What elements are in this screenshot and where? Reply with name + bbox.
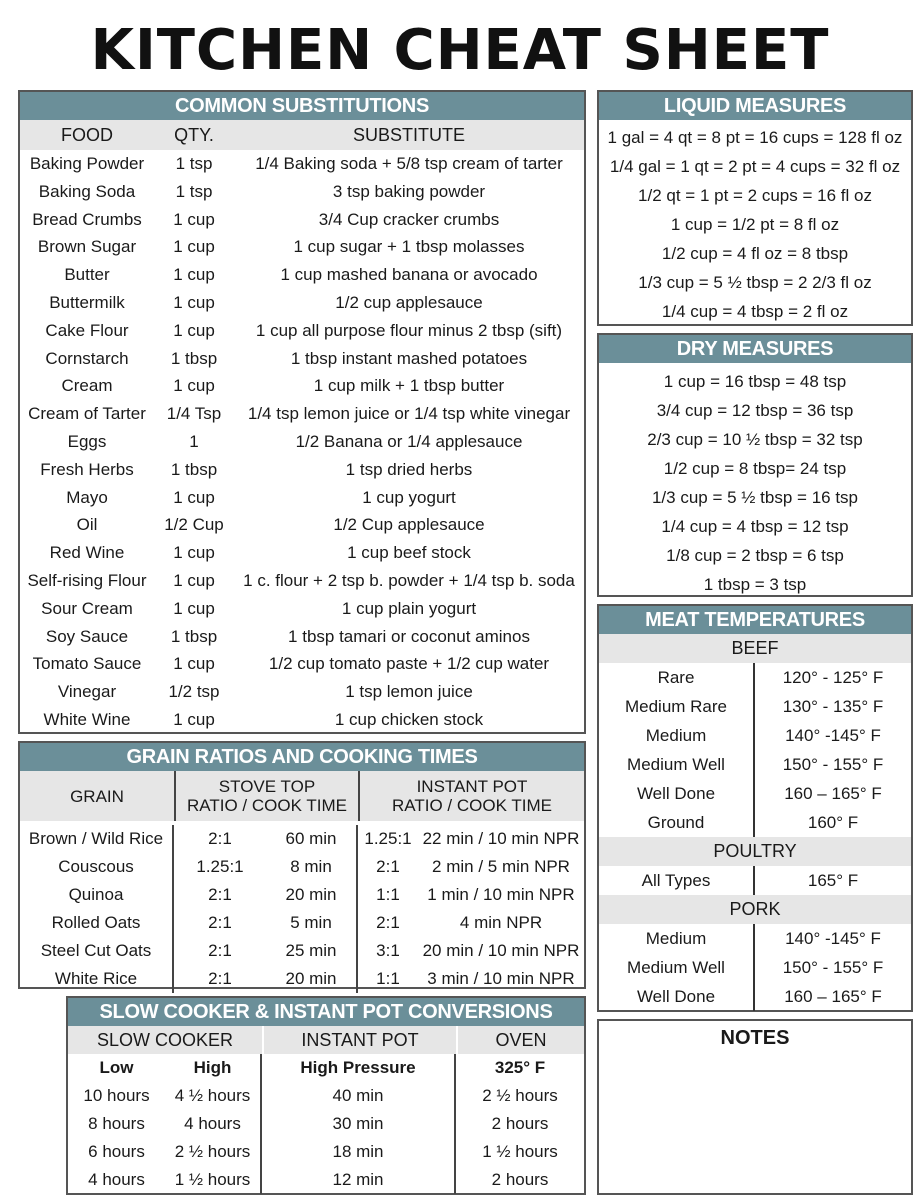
temperature-cell: 130° - 135° F [782,697,884,716]
substitute-cell: 1 cup milk + 1 tbsp butter [313,376,505,396]
stove-time-cell: 5 min [266,909,358,937]
food-cell: Baking Powder [29,154,145,173]
pot-ratio-cell: 3:1 [376,941,400,960]
column-header-food: FOOD [61,125,113,145]
qty-cell: 1/2 tsp [168,682,220,702]
high-cell: 4 hours [165,1110,262,1138]
substitute-cell: 1 cup plain yogurt [341,598,477,618]
low-cell: 4 hours [88,1170,145,1189]
substitute-cell: 1 cup yogurt [362,487,456,507]
qty-cell: 1 cup [173,487,215,507]
substitute-cell: 1/4 tsp lemon juice or 1/4 tsp white vinegar [247,404,571,424]
qty-cell: 1/2 Cup [164,515,224,535]
page-title: KITCHEN CHEAT SHEET [90,18,830,83]
substitutions-header: COMMON SUBSTITUTIONS [20,92,584,120]
table-row [20,233,584,261]
food-cell: White Wine [43,709,131,729]
grain-cell: Rolled Oats [20,909,174,937]
table-row [599,750,911,779]
sub-low: Low [99,1058,134,1077]
grain-panel [18,741,586,989]
dry-measures-header: DRY MEASURES [599,335,911,363]
meat-temperatures-header: MEAT TEMPERATURES [599,606,911,634]
column-header-slow-cooker: SLOW COOKER [96,1030,234,1050]
substitute-cell: 1 cup beef stock [347,543,471,563]
food-cell: Mayo [66,487,108,507]
food-cell: Vinegar [57,682,117,702]
qty-cell: 1/4 Tsp [166,404,222,424]
food-cell: Cake Flour [45,320,129,340]
substitute-cell: 1 tbsp instant mashed potatoes [290,348,528,368]
substitute-cell: 1 tsp lemon juice [345,682,473,702]
list-item: 1 gal = 4 qt = 8 pt = 16 cups = 128 fl oz [607,128,903,147]
table-row [599,721,911,750]
slow-cooker-panel [66,996,586,1195]
instant-pot-subtitle: RATIO / COOK TIME [392,796,552,815]
food-cell: Soy Sauce [45,626,129,646]
high-cell: 4 ½ hours [165,1082,262,1110]
doneness-cell: Medium Well [599,953,755,982]
list-item: 1/2 cup = 4 fl oz = 8 tbsp [661,244,849,263]
pot-ratio-cell: 1.25:1 [364,829,412,848]
pressure-cell: 18 min [262,1138,456,1166]
table-row [20,909,584,937]
liquid-measures-panel [597,90,913,326]
qty-cell: 1 cup [173,320,215,340]
temperature-cell: 120° - 125° F [782,668,884,687]
temperature-cell: 160° F [807,813,859,832]
table-row [599,663,911,692]
column-header-instant-pot: INSTANT POT [262,1026,456,1054]
column-header-qty: QTY. [174,125,214,145]
substitute-cell: 1 cup all purpose flour minus 2 tbsp (sift) [255,320,563,340]
pot-time-cell: 1 min / 10 min NPR [427,885,575,904]
pork-label: PORK [599,895,911,924]
list-item: 1/4 cup = 4 tbsp = 2 fl oz [661,302,849,321]
temperature-cell: 140° -145° F [785,929,881,948]
substitute-cell: 1/4 Baking soda + 5/8 tsp cream of tarter [255,154,563,173]
high-cell: 1 ½ hours [165,1166,262,1194]
poultry-rows [599,866,911,895]
pot-time-cell: 3 min / 10 min NPR [427,969,575,988]
substitute-cell: 1/2 Cup applesauce [333,515,485,535]
notes-panel [597,1019,913,1195]
list-item: 2/3 cup = 10 ½ tbsp = 32 tsp [647,430,863,449]
food-cell: Bread Crumbs [32,209,142,229]
food-cell: Oil [76,515,98,535]
list-item: 1/2 qt = 1 pt = 2 cups = 16 fl oz [638,186,872,205]
qty-cell: 1 cup [173,265,215,285]
low-cell: 8 hours [88,1114,145,1133]
dry-measures-panel [597,333,913,597]
table-row [20,289,584,317]
list-item: 1 tbsp = 3 tsp [703,575,807,594]
doneness-cell: Rare [599,663,755,692]
pot-ratio-cell: 2:1 [376,913,400,932]
qty-cell: 1 tbsp [170,459,218,479]
oven-cell: 2 hours [491,1170,549,1189]
table-row [20,706,584,734]
pot-time-cell: 2 min / 5 min NPR [432,857,570,876]
table-row [20,456,584,484]
list-item: 1/8 cup = 2 tbsp = 6 tsp [666,546,844,565]
table-row [20,539,584,567]
beef-rows [599,663,911,837]
food-cell: Sour Cream [41,598,133,618]
stove-top-title: STOVE TOP [218,777,316,796]
food-cell: Cornstarch [45,348,129,368]
qty-cell: 1 cup [173,654,215,674]
pot-time-cell: 20 min / 10 min NPR [422,941,580,960]
poultry-label: POULTRY [599,837,911,866]
qty-cell: 1 tsp [175,181,213,201]
column-header-oven: OVEN [456,1026,584,1054]
doneness-cell: Medium Well [599,750,755,779]
instant-pot-title: INSTANT POT [416,777,528,796]
pork-rows [599,924,911,1011]
qty-cell: 1 cup [173,543,215,563]
qty-cell: 1 tbsp [170,626,218,646]
list-item: 1/2 cup = 8 tbsp= 24 tsp [663,459,847,478]
substitute-cell: 3 tsp baking powder [332,181,486,201]
table-row [599,779,911,808]
stove-ratio-cell: 2:1 [208,829,232,848]
table-row [68,1166,584,1194]
stove-time-cell: 25 min [266,937,358,965]
stove-time-cell: 20 min [266,881,358,909]
substitutions-rows [20,150,584,734]
grain-cell: Steel Cut Oats [20,937,174,965]
food-cell: Cream of Tarter [28,404,146,424]
slow-cooker-rows [68,1082,584,1194]
doneness-cell: All Types [599,866,755,895]
pressure-cell: 12 min [262,1166,456,1194]
substitute-cell: 3/4 Cup cracker crumbs [318,209,500,229]
qty-cell: 1 cup [173,570,215,590]
substitutions-column-headers [20,120,584,150]
table-row [20,400,584,428]
table-row [20,261,584,289]
pot-time-cell: 22 min / 10 min NPR [422,829,580,848]
pressure-cell: 40 min [262,1082,456,1110]
table-row [20,595,584,623]
table-row [599,982,911,1011]
qty-cell: 1 cup [173,237,215,257]
substitute-cell: 1 cup sugar + 1 tbsp molasses [293,237,525,257]
dry-measures-rows [599,363,911,599]
slow-cooker-column-headers [68,1026,584,1054]
food-cell: Self-rising Flour [27,570,147,590]
table-row [20,623,584,651]
food-cell: Brown Sugar [37,237,137,257]
list-item: 1 cup = 16 tbsp = 48 tsp [663,372,847,391]
grain-column-headers [20,771,584,821]
table-row [599,924,911,953]
column-header-instant-pot [358,771,584,821]
table-row [20,178,584,206]
table-row [599,866,911,895]
pot-ratio-cell: 1:1 [376,885,400,904]
list-item: 1/3 cup = 5 ½ tbsp = 16 tsp [651,488,859,507]
oven-cell: 2 ½ hours [482,1086,558,1105]
food-cell: Butter [64,265,110,285]
slow-cooker-subheader [68,1054,584,1082]
substitute-cell: 1 cup chicken stock [334,709,484,729]
doneness-cell: Medium [599,924,755,953]
beef-label: BEEF [599,634,911,663]
table-row [20,650,584,678]
doneness-cell: Medium [599,721,755,750]
food-cell: Eggs [67,431,107,451]
table-row [20,372,584,400]
stove-top-label [187,777,347,815]
food-cell: Baking Soda [38,181,136,201]
table-row [68,1082,584,1110]
qty-cell: 1 cup [173,292,215,312]
liquid-measures-header: LIQUID MEASURES [599,92,911,120]
substitute-cell: 1/2 Banana or 1/4 applesauce [295,431,523,451]
qty-cell: 1 cup [173,209,215,229]
table-row [20,317,584,345]
slow-cooker-header: SLOW COOKER & INSTANT POT CONVERSIONS [68,998,584,1026]
table-row [20,484,584,512]
table-row [20,965,584,993]
temperature-cell: 150° - 155° F [782,958,884,977]
meat-temperatures-panel [597,604,913,1012]
grain-cell: Couscous [20,853,174,881]
substitute-cell: 1/2 cup tomato paste + 1/2 cup water [268,654,550,674]
table-row [20,150,584,178]
food-cell: Cream [61,376,113,396]
qty-cell: 1 tbsp [170,348,218,368]
food-cell: Buttermilk [49,292,125,312]
stove-top-subtitle: RATIO / COOK TIME [187,796,347,815]
food-cell: Tomato Sauce [32,654,142,674]
instant-pot-label [392,777,552,815]
table-row [20,345,584,373]
substitute-cell: 1 c. flour + 2 tsp b. powder + 1/4 tsp b. soda [243,570,575,590]
list-item: 1/4 cup = 4 tbsp = 12 tsp [661,517,849,536]
notes-title: NOTES [720,1027,790,1049]
table-row [20,206,584,234]
pot-ratio-cell: 1:1 [376,969,400,988]
grain-cell: White Rice [20,965,174,993]
pot-ratio-cell: 2:1 [376,857,400,876]
temperature-cell: 160 – 165° F [784,784,882,803]
stove-ratio-cell: 2:1 [208,969,232,988]
pot-time-cell: 4 min NPR [459,913,543,932]
stove-ratio-cell: 2:1 [208,913,232,932]
food-cell: Fresh Herbs [40,459,134,479]
table-row [20,853,584,881]
substitute-cell: 1/2 cup applesauce [335,292,483,312]
oven-cell: 2 hours [491,1114,549,1133]
stove-time-cell: 8 min [266,853,358,881]
table-row [599,953,911,982]
qty-cell: 1 cup [173,376,215,396]
substitute-cell: 1 cup mashed banana or avocado [280,265,538,285]
column-header-grain: GRAIN [70,786,124,806]
stove-time-cell: 20 min [266,965,358,993]
table-row [68,1110,584,1138]
oven-cell: 1 ½ hours [482,1142,558,1161]
qty-cell: 1 [189,431,199,451]
liquid-measures-rows [599,120,911,326]
sub-high: High [165,1054,262,1082]
temperature-cell: 160 – 165° F [784,987,882,1006]
list-item: 1/4 gal = 1 qt = 2 pt = 4 cups = 32 fl oz [609,157,901,176]
table-row [599,692,911,721]
table-row [20,937,584,965]
list-item: 3/4 cup = 12 tbsp = 36 tsp [656,401,854,420]
grain-cell: Quinoa [20,881,174,909]
doneness-cell: Well Done [599,982,755,1011]
substitute-cell: 1 tbsp tamari or coconut aminos [288,626,530,646]
grain-header: GRAIN RATIOS AND COOKING TIMES [20,743,584,771]
pressure-cell: 30 min [262,1110,456,1138]
low-cell: 6 hours [88,1142,145,1161]
low-cell: 10 hours [83,1086,150,1105]
temperature-cell: 140° -145° F [785,726,881,745]
grain-cell: Brown / Wild Rice [20,825,174,853]
table-row [599,808,911,837]
table-row [20,678,584,706]
grain-rows [20,821,584,993]
temperature-cell: 165° F [807,871,859,890]
food-cell: Red Wine [49,543,125,563]
substitutions-panel [18,90,586,734]
table-row [68,1138,584,1166]
stove-time-cell: 60 min [266,825,358,853]
doneness-cell: Well Done [599,779,755,808]
doneness-cell: Medium Rare [599,692,755,721]
sub-high-pressure: High Pressure [262,1054,456,1082]
list-item: 1/3 cup = 5 ½ tbsp = 2 2/3 fl oz [638,273,872,292]
table-row [20,881,584,909]
doneness-cell: Ground [599,808,755,837]
table-row [20,511,584,539]
stove-ratio-cell: 1.25:1 [196,857,244,876]
qty-cell: 1 cup [173,709,215,729]
table-row [20,825,584,853]
substitute-cell: 1 tsp dried herbs [345,459,473,479]
column-header-substitute: SUBSTITUTE [352,125,465,145]
temperature-cell: 150° - 155° F [782,755,884,774]
qty-cell: 1 tsp [175,154,213,173]
table-row [20,428,584,456]
stove-ratio-cell: 2:1 [208,941,232,960]
list-item: 1 cup = 1/2 pt = 8 fl oz [670,215,840,234]
qty-cell: 1 cup [173,598,215,618]
stove-ratio-cell: 2:1 [208,885,232,904]
sub-oven-temp: 325° F [494,1058,546,1077]
column-header-stove-top [174,771,358,821]
table-row [20,567,584,595]
high-cell: 2 ½ hours [165,1138,262,1166]
